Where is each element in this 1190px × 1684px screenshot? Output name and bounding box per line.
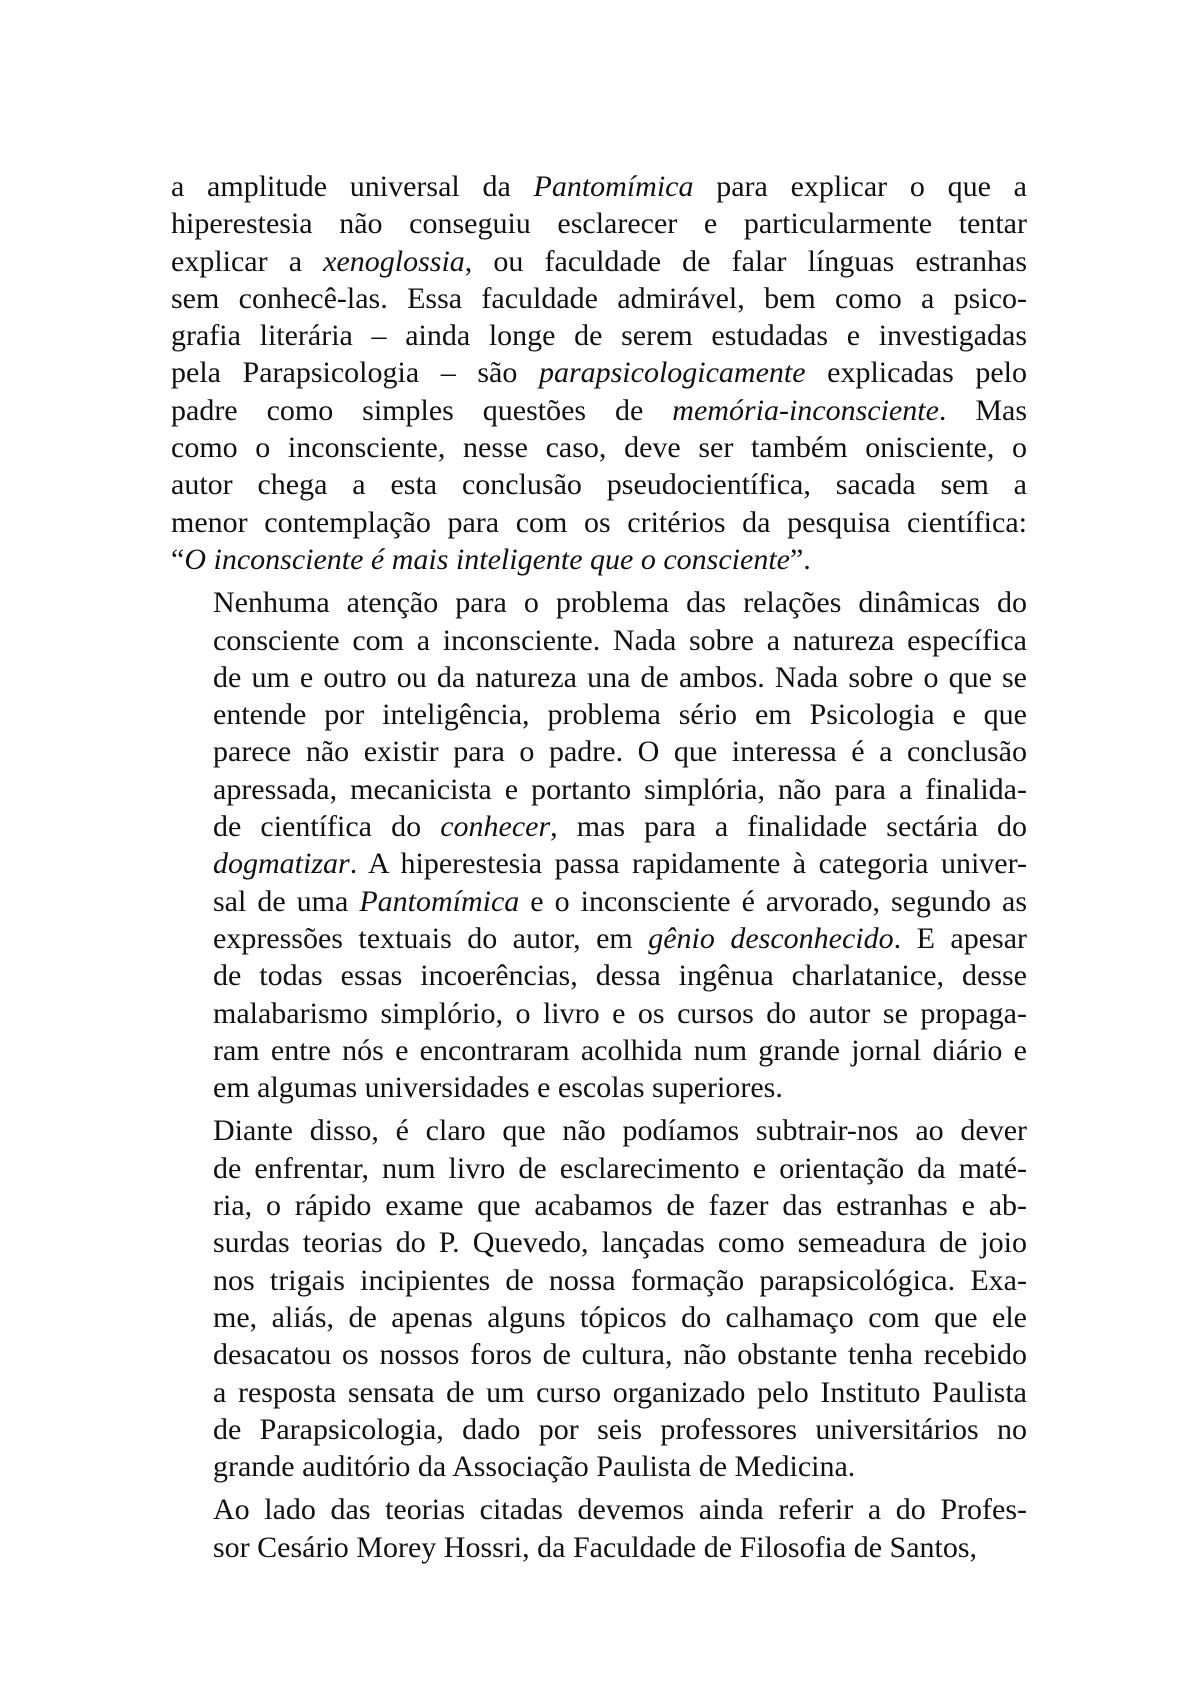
text-run: desacatou os nossos foros de cultura, não obstante tenha recebido — [213, 1338, 1027, 1372]
text-run: de todas essas incoerências, dessa ingênua charlatanice, desse — [213, 959, 1027, 993]
italic-run: Pantomímica — [359, 884, 520, 918]
text-line — [171, 243, 1027, 280]
text-line — [171, 205, 1027, 242]
italic-run: conhecer — [440, 810, 551, 844]
text-run: menor contemplação para com os critérios da pesquisa científica: — [171, 505, 1027, 539]
text-run: parece não existir para o padre. O que interessa é a conclusão — [213, 735, 1027, 769]
text-run: , mas para a finalidade sectária do — [550, 810, 1027, 844]
paragraph-3 — [171, 1112, 1027, 1485]
text-run: ria, o rápido exame que acabamos de fazer das estranhas e ab- — [213, 1189, 1027, 1223]
text-line — [171, 1299, 1027, 1336]
text-run: como o inconsciente, nesse caso, deve ser também onisciente, o — [171, 431, 1027, 465]
text-run: para explicar o que a — [693, 170, 1027, 203]
text-line — [171, 920, 1027, 957]
text-line — [171, 317, 1027, 354]
text-line — [171, 584, 1027, 621]
italic-run: parapsicologicamente — [538, 356, 806, 390]
text-line — [171, 1336, 1027, 1373]
text-run: de um e outro ou da natureza una de ambos. Nada sobre o que se — [213, 660, 1027, 694]
text-run: consciente com a inconsciente. Nada sobre a natureza específica — [213, 623, 1027, 657]
text-line — [171, 957, 1027, 994]
paragraph-4 — [171, 1491, 1027, 1566]
text-line — [171, 622, 1027, 659]
text-line — [171, 696, 1027, 733]
text-run: me, aliás, de apenas alguns tópicos do calhamaço com que ele — [213, 1300, 1027, 1334]
text-run: . E apesar — [893, 921, 1028, 955]
italic-run: gênio desconhecido — [648, 921, 894, 955]
italic-run: dogmatizar — [213, 847, 350, 881]
text-run: grande auditório da Associação Paulista de Medicina. — [213, 1450, 856, 1484]
text-run: entende por inteligência, problema sério em Psicologia e que — [213, 698, 1027, 732]
text-run: Ao lado das teorias citadas devemos ainda referir a do Profes- — [213, 1493, 1027, 1527]
text-run: nos trigais incipientes de nossa formação parapsicológica. Exa- — [213, 1263, 1027, 1297]
text-run: explicar a — [171, 244, 324, 278]
text-line — [171, 1529, 1027, 1566]
text-line — [171, 771, 1027, 808]
text-line — [171, 1187, 1027, 1224]
text-run: malabarismo simplório, o livro e os cursos do autor se propaga- — [213, 996, 1027, 1030]
text-line — [171, 1069, 1027, 1106]
text-run: ram entre nós e encontraram acolhida num grande jornal diário e — [213, 1033, 1027, 1067]
text-run: explicadas pelo — [805, 356, 1027, 390]
text-line — [171, 392, 1027, 429]
text-line — [171, 541, 1027, 578]
text-run: . A hiperestesia passa rapidamente à categoria univer- — [349, 847, 1027, 881]
text-line — [171, 659, 1027, 696]
text-line — [171, 1032, 1027, 1069]
text-run: de científica do — [213, 810, 441, 844]
text-line — [171, 1150, 1027, 1187]
text-run: Diante disso, é claro que não podíamos subtrair-nos ao dever — [213, 1114, 1027, 1148]
text-run: hiperestesia não conseguiu esclarecer e particularmente tentar — [171, 207, 1027, 241]
text-line — [171, 1411, 1027, 1448]
text-line — [171, 1262, 1027, 1299]
italic-run: memória-inconsciente — [672, 393, 939, 427]
page-body — [171, 168, 1027, 1566]
text-run: autor chega a esta conclusão pseudocientífica, sacada sem a — [171, 468, 1027, 502]
text-run: em algumas universidades e escolas superiores. — [213, 1071, 783, 1105]
text-run: sal de uma — [213, 884, 360, 918]
text-line — [171, 845, 1027, 882]
italic-run: O inconsciente é mais inteligente que o consciente — [184, 542, 790, 576]
text-run: , ou faculdade de falar línguas estranhas — [464, 244, 1027, 278]
text-run: sem conhecê-las. Essa faculdade admirável, bem como a psico- — [171, 281, 1027, 315]
text-line — [171, 1224, 1027, 1261]
text-run: de enfrentar, num livro de esclarecimento e orientação da maté- — [213, 1151, 1027, 1185]
italic-run: xenoglossia — [323, 244, 465, 278]
text-line — [171, 883, 1027, 920]
text-line — [171, 354, 1027, 391]
text-run: e o inconsciente é arvorado, segundo as — [519, 884, 1027, 918]
text-line — [171, 808, 1027, 845]
text-line — [171, 1448, 1027, 1485]
text-line — [171, 168, 1027, 205]
text-run: Nenhuma atenção para o problema das relações dinâmicas do — [213, 586, 1027, 620]
paragraph-2 — [171, 584, 1027, 1106]
text-run: pela Parapsicologia – são — [171, 356, 539, 390]
text-run: . Mas — [938, 393, 1027, 427]
text-line — [171, 733, 1027, 770]
text-line — [171, 429, 1027, 466]
italic-run: Pantomímica — [533, 170, 694, 203]
text-run: grafia literária – ainda longe de serem estudadas e investigadas — [171, 319, 1027, 353]
text-run: ”. — [789, 542, 811, 576]
paragraph-1 — [171, 168, 1027, 578]
text-line — [171, 1374, 1027, 1411]
text-run: “ — [171, 542, 185, 576]
text-line — [171, 504, 1027, 541]
text-run: expressões textuais do autor, em — [213, 921, 649, 955]
text-line — [171, 1491, 1027, 1528]
text-line — [171, 466, 1027, 503]
text-run: a resposta sensata de um curso organizado pelo Instituto Paulista — [213, 1375, 1027, 1409]
text-line — [171, 280, 1027, 317]
text-line — [171, 995, 1027, 1032]
text-run: sor Cesário Morey Hossri, da Faculdade de Filosofia de Santos, — [213, 1530, 978, 1564]
text-run: surdas teorias do P. Quevedo, lançadas como semeadura de joio — [213, 1226, 1027, 1260]
text-run: apressada, mecanicista e portanto simplória, não para a finalida- — [213, 772, 1027, 806]
text-line — [171, 1112, 1027, 1149]
text-run: de Parapsicologia, dado por seis professores universitários no — [213, 1412, 1027, 1446]
text-run: padre como simples questões de — [171, 393, 673, 427]
text-run: a amplitude universal da — [171, 170, 534, 203]
